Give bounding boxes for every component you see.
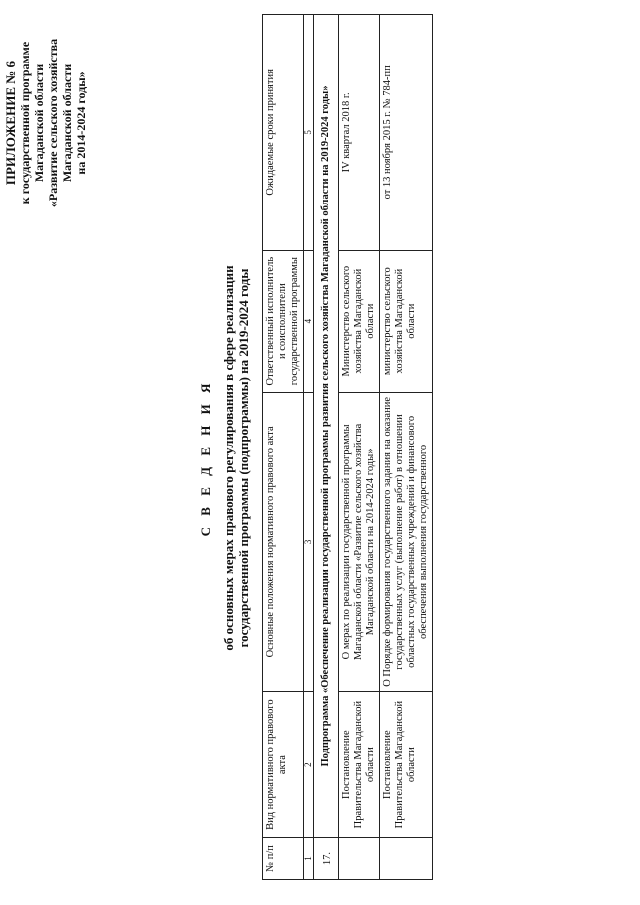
heading: С В Е Д Е Н И Я [198,379,213,537]
column-number: 5 [304,15,314,251]
appendix-line: Магаданской области [32,63,46,183]
header-cell: № п/п [263,838,304,880]
subtitle: об основных мерах правового регулирования в сфере реализации [221,265,236,651]
table-row [380,15,433,880]
subprogram-row [314,15,339,880]
header-cell: Вид нормативного правового акта [263,692,304,838]
table-header-row [263,15,304,880]
executor-cell: Министерство сельского хозяйства Магаданской области [339,250,380,392]
column-number: 2 [304,692,314,838]
act-content-cell: О мерах по реализации государственной программы Магаданской области «Развитие сельского хозяйства Магаданской области на 2014-2024 годы» [339,392,380,692]
header-cell: Ответственный исполнитель и соисполнители государственной программы [263,250,304,392]
column-number: 3 [304,392,314,692]
executor-cell: министерство сельского хозяйства Магаданской области [380,250,433,392]
header-cell: Основные положения нормативного правового акта [263,392,304,692]
subprogram-title: Подпрограмма «Обеспечение реализации государственной программы развития сельского хозяйства Магаданской области на 2019-2024 годы» [314,15,339,838]
appendix-line: к государственной программе [18,41,32,205]
term-cell: IV квартал 2018 г. [339,15,380,251]
act-content-cell: О Порядке формирования государственного задания на оказание государственных услуг (выполнение работ) в отношении областных государственных учреждений и финансового обеспечения выполнения государственного [380,392,433,692]
row-number-cell [339,838,380,880]
measures-table [262,14,433,880]
table-row [339,15,380,880]
header-cell: Ожидаемые сроки принятия [263,15,304,251]
column-number-row [304,15,314,880]
appendix-line: Магаданской области [60,63,74,183]
appendix-line: на 2014-2024 годы» [74,71,88,175]
act-type-cell: Постановление Правительства Магаданской области [380,692,433,838]
subprogram-number: 17. [314,838,339,880]
subtitle: государственной программы (подпрограммы) на 2019-2024 годы [236,268,251,648]
document-title [198,178,251,738]
act-type-cell: Постановление Правительства Магаданской области [339,692,380,838]
column-number: 4 [304,250,314,392]
term-cell: от 13 ноября 2015 г. № 784-пп [380,15,433,251]
appendix-line: «Развитие сельского хозяйства [46,38,60,208]
column-number: 1 [304,838,314,880]
appendix-title: ПРИЛОЖЕНИЕ № 6 [3,60,18,186]
rotated-content [0,18,578,888]
appendix-header [4,18,88,228]
row-number-cell [380,838,433,880]
